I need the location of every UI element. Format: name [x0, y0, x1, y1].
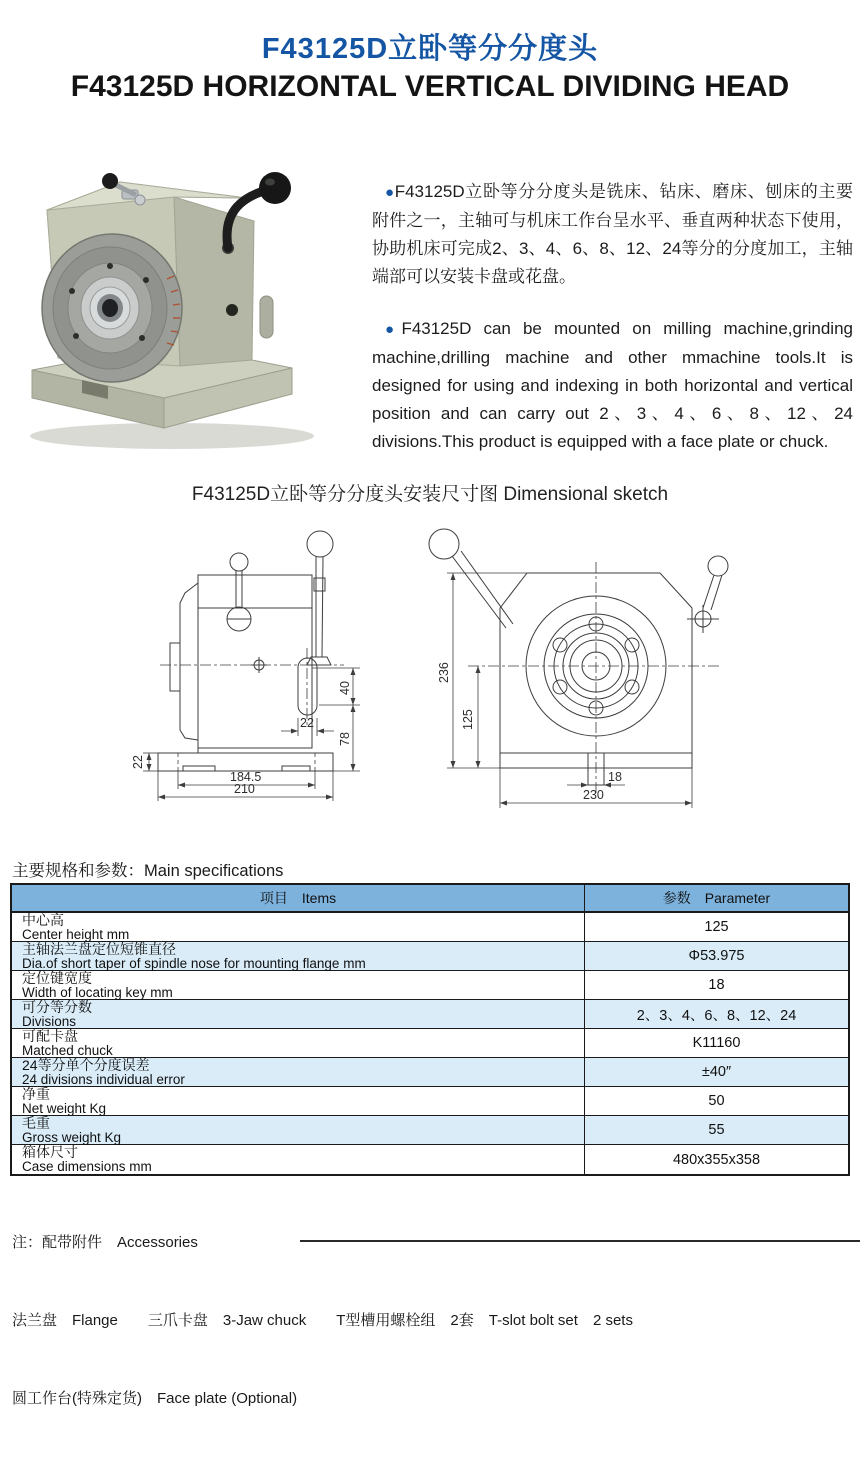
specifications-section-title: 主要规格和参数：Main specifications [12, 862, 284, 880]
spec-item-cell: 24等分单个分度误差 24 divisions individual error [12, 1058, 585, 1086]
spec-value-cell: 55 [708, 1122, 725, 1138]
photo-shadow [30, 423, 314, 449]
table-row [12, 1087, 848, 1116]
accessories-notes [12, 1178, 633, 1464]
page-title-english: F43125D HORIZONTAL VERTICAL DIVIDING HEAD [70, 70, 790, 103]
spec-item-cell: 定位键宽度 Width of locating key mm [12, 971, 585, 999]
spec-value-cell: K11160 [692, 1035, 741, 1051]
side-slot [260, 296, 273, 338]
spec-value-cell: 50 [708, 1093, 725, 1109]
side-view-dimensions [131, 668, 360, 801]
spec-item-cell: 净重 Net weight Kg [12, 1087, 585, 1115]
dim-total-height: 236 [437, 662, 451, 683]
description-paragraph-en: ●F43125D can be mounted on milling machine,grinding machine,drilling machine and other mmachine tools.It is designed for using and indexing in both horizontal and vertical position and can carry out 2、3、4、6、8、12、24 divisions.This product is equipped with a face plate or chuck. [372, 319, 853, 451]
spec-value-cell: 18 [708, 977, 725, 993]
dim-slot-width: 22 [300, 716, 314, 730]
dim-total-width: 230 [583, 788, 604, 802]
table-row [12, 913, 848, 942]
note-line-accessories: 注：配带附件 Accessories [12, 1234, 198, 1251]
spec-value-cell: 2、3、4、6、8、12、24 [636, 1007, 797, 1024]
table-row [12, 942, 848, 971]
table-row [12, 1000, 848, 1029]
description-block [372, 178, 853, 456]
table-row [12, 1145, 848, 1174]
spec-item-cell: 毛重 Gross weight Kg [12, 1116, 585, 1144]
front-view-drawing [420, 528, 740, 833]
page-title-chinese: F43125D立卧等分分度头 [261, 33, 599, 65]
dim-base-height: 22 [131, 755, 145, 769]
side-hole [226, 304, 238, 316]
table-row [12, 1058, 848, 1087]
bullet-icon: ● [385, 321, 402, 338]
bullet-icon: ● [385, 184, 395, 201]
front-view-outline [429, 529, 728, 785]
table-header-row [12, 885, 848, 913]
spindle-face-plate [42, 234, 182, 382]
page-bottom-rule [300, 1240, 860, 1242]
note-line-items: 法兰盘 Flange 三爪卡盘 3-Jaw chuck T型槽用螺栓组 2套 T-slot bolt set 2 sets [12, 1312, 633, 1329]
table-row [12, 971, 848, 1000]
header-parameter: 参数 Parameter [662, 890, 771, 906]
specifications-table [10, 883, 850, 1176]
dim-key-width: 18 [608, 770, 622, 784]
spec-value-cell: ±40″ [701, 1064, 732, 1080]
spec-value-cell: Φ53.975 [688, 948, 745, 964]
spec-item-cell: 主轴法兰盘定位短锥直径 Dia.of short taper of spindle nose for mounting flange mm [12, 942, 585, 970]
header-items: 项目 Items [12, 885, 585, 911]
dim-inner-width: 184.5 [230, 770, 262, 784]
note-line-optional: 圆工作台(特殊定货) Face plate (Optional) [12, 1390, 298, 1407]
description-paragraph-zh: ●F43125D立卧等分分度头是铣床、钻床、磨床、刨床的主要附件之一，主轴可与机床工作台呈水平、垂直两种状态下使用，协助机床可完成2、3、4、6、8、12、24等分的分度加工，主轴端部可以安装卡盘或花盘。 [372, 182, 853, 286]
side-view-drawing [130, 528, 410, 833]
front-view-dimensions [437, 573, 692, 808]
spec-item-cell: 可配卡盘 Matched chuck [12, 1029, 585, 1057]
spec-item-cell: 中心高 Center height mm [12, 913, 585, 941]
dimensional-sketch-title: F43125D立卧等分分度头安装尺寸图 Dimensional sketch [191, 484, 669, 505]
spec-item-cell: 箱体尺寸 Case dimensions mm [12, 1145, 585, 1174]
spec-item-cell: 可分等分数 Divisions [12, 1000, 585, 1028]
dividing-head-photo-illustration [22, 148, 358, 462]
dim-total-width: 210 [234, 782, 255, 796]
table-row [12, 1029, 848, 1058]
spec-value-cell: 480x355x358 [672, 1151, 761, 1168]
dim-slot-length: 40 [338, 681, 352, 695]
dim-right-height: 78 [338, 732, 352, 746]
table-row [12, 1116, 848, 1145]
spec-value-cell: 125 [704, 919, 729, 935]
dim-center-height: 125 [461, 709, 475, 730]
product-photo [22, 148, 358, 462]
